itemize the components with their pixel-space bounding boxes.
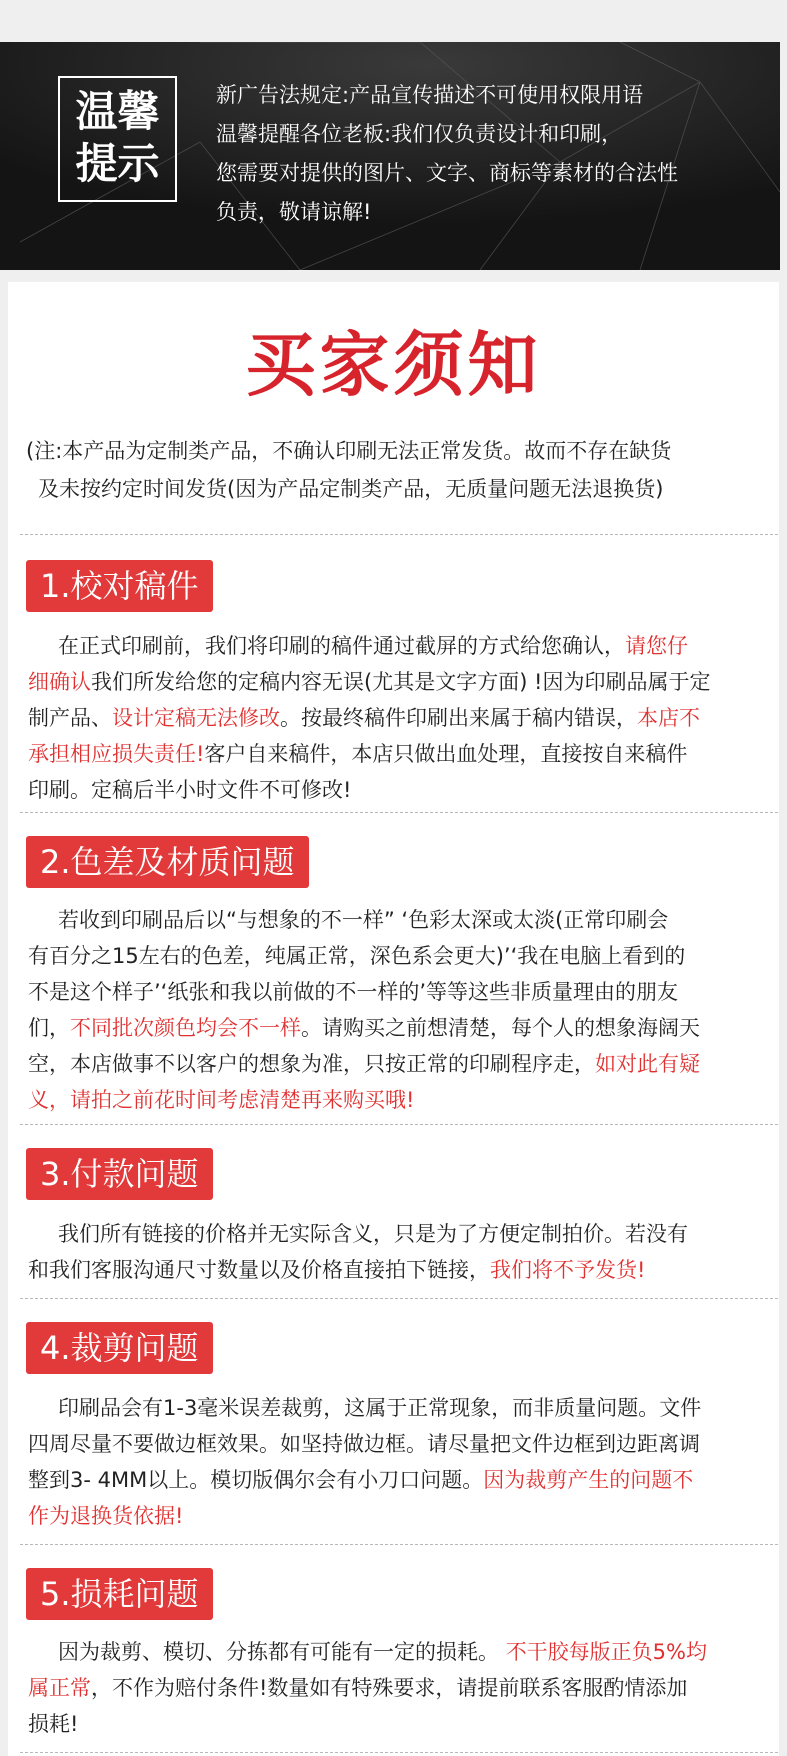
body-text: 若收到印刷品后以“与想象的不一样” ‘色彩太深或太淡(正常印刷会: [58, 908, 669, 932]
warm-reminder-badge: [58, 76, 177, 202]
note-line-1: (注:本产品为定制类产品，不确认印刷无法正常发货。故而不存在缺货: [26, 439, 672, 463]
highlight-text: 作为退换货依据!: [28, 1504, 184, 1528]
body-text: 制产品、: [28, 706, 112, 730]
paragraph-line: [28, 1390, 778, 1426]
paragraph-line: [28, 1670, 778, 1706]
body-text: 。按最终稿件印刷出来属于稿内错误，: [280, 706, 637, 730]
body-text: 客户自来稿件，本店只做出血处理，直接按自来稿件: [204, 742, 688, 766]
body-text: 因为裁剪、模切、分拣都有可能有一定的损耗。: [58, 1640, 506, 1664]
highlight-text: 义，请拍之前花时间考虑清楚再来购买哦!: [28, 1088, 415, 1112]
section-tag-wastage: 5.损耗问题: [26, 1568, 213, 1620]
highlight-text: 承担相应损失责任!: [28, 742, 205, 766]
highlight-text: 请您仔: [625, 634, 688, 658]
paragraph-line: [28, 1046, 778, 1082]
section-body-cutting: [28, 1390, 778, 1534]
body-text: 我们所有链接的价格并无实际含义，只是为了方便定制拍价。若没有: [58, 1222, 688, 1246]
body-text: 四周尽量不要做边框效果。如坚持做边框。请尽量把文件边框到边距离调: [28, 1432, 700, 1456]
warm-reminder-banner: [0, 42, 780, 270]
paragraph-line: [28, 1216, 778, 1252]
reminder-line: 负责，敬请谅解!: [216, 200, 372, 224]
body-text: 整到3- 4MM以上。模切版偶尔会有小刀口问题。: [28, 1468, 484, 1492]
divider: [20, 1124, 778, 1125]
reminder-line: 温馨提醒各位老板:我们仅负责设计和印刷，: [216, 122, 623, 146]
badge-line-2: 提示: [75, 139, 160, 188]
body-text: 空，本店做事不以客户的想象为准，只按正常的印刷程序走，: [28, 1052, 595, 1076]
highlight-text: 属正常: [28, 1676, 91, 1700]
divider: [20, 1752, 778, 1753]
divider: [20, 534, 778, 535]
section-body-wastage: [28, 1634, 778, 1742]
highlight-text: 细确认: [28, 670, 91, 694]
paragraph-line: [28, 938, 778, 974]
paragraph-line: [28, 772, 778, 808]
paragraph-line: [28, 664, 778, 700]
highlight-text: 设计定稿无法修改: [112, 706, 280, 730]
section-body-color-material: [28, 902, 778, 1118]
body-text: 印刷品会有1-3毫米误差裁剪，这属于正常现象，而非质量问题。文件: [58, 1396, 702, 1420]
body-text: ，不作为赔付条件!数量如有特殊要求，请提前联系客服酌情添加: [91, 1676, 688, 1700]
body-text: 在正式印刷前，我们将印刷的稿件通过截屏的方式给您确认，: [58, 634, 625, 658]
paragraph-line: [28, 1082, 778, 1118]
buyer-notice-card: [8, 282, 779, 1756]
paragraph-line: [28, 974, 778, 1010]
paragraph-line: [28, 902, 778, 938]
paragraph-line: [28, 1426, 778, 1462]
body-text: 有百分之15左右的色差，纯属正常，深色系会更大)’‘我在电脑上看到的: [28, 944, 686, 968]
section-tag-payment: 3.付款问题: [26, 1148, 213, 1200]
section-body-proofreading: [28, 628, 778, 808]
body-text: 印刷。定稿后半小时文件不可修改!: [28, 778, 352, 802]
paragraph-line: [28, 736, 778, 772]
section-tag-cutting: 4.裁剪问题: [26, 1322, 213, 1374]
paragraph-line: [28, 628, 778, 664]
paragraph-line: [28, 1634, 778, 1670]
paragraph-line: [28, 700, 778, 736]
body-text: 。请购买之前想清楚，每个人的想象海阔天: [301, 1016, 700, 1040]
divider: [20, 1544, 778, 1545]
reminder-line: 新广告法规定:产品宣传描述不可使用权限用语: [216, 83, 644, 107]
body-text: 损耗!: [28, 1712, 79, 1736]
body-text: 我们所发给您的定稿内容无误(尤其是文字方面) !因为印刷品属于定: [91, 670, 711, 694]
page-title: 买家须知: [245, 323, 542, 406]
badge-line-1: 温馨: [75, 87, 160, 136]
body-text: 们，: [28, 1016, 70, 1040]
paragraph-line: [28, 1706, 778, 1742]
paragraph-line: [28, 1462, 778, 1498]
body-text: 和我们客服沟通尺寸数量以及价格直接拍下链接，: [28, 1258, 490, 1282]
section-tag-proofreading: 1.校对稿件: [26, 560, 213, 612]
reminder-text: [216, 76, 756, 232]
highlight-text: 本店不: [637, 706, 700, 730]
paragraph-line: [28, 1252, 778, 1288]
body-text: 不是这个样子’‘纸张和我以前做的不一样的’等等这些非质量理由的朋友: [28, 980, 679, 1004]
reminder-line: 您需要对提供的图片、文字、商标等素材的合法性: [216, 161, 678, 185]
highlight-text: 如对此有疑: [595, 1052, 700, 1076]
paragraph-line: [28, 1010, 778, 1046]
section-tag-color-material: 2.色差及材质问题: [26, 836, 309, 888]
highlight-text: 不干胶每版正负5%均: [505, 1640, 708, 1664]
section-body-payment: [28, 1216, 778, 1288]
divider: [20, 812, 778, 813]
note-line-2: 及未按约定时间发货(因为产品定制类产品，无质量问题无法退换货): [38, 477, 664, 501]
paragraph-line: [28, 1498, 778, 1534]
highlight-text: 我们将不予发货!: [490, 1258, 646, 1282]
divider: [20, 1298, 778, 1299]
custom-product-note: [26, 432, 766, 508]
highlight-text: 不同批次颜色均会不一样: [70, 1016, 301, 1040]
highlight-text: 因为裁剪产生的问题不: [483, 1468, 694, 1492]
